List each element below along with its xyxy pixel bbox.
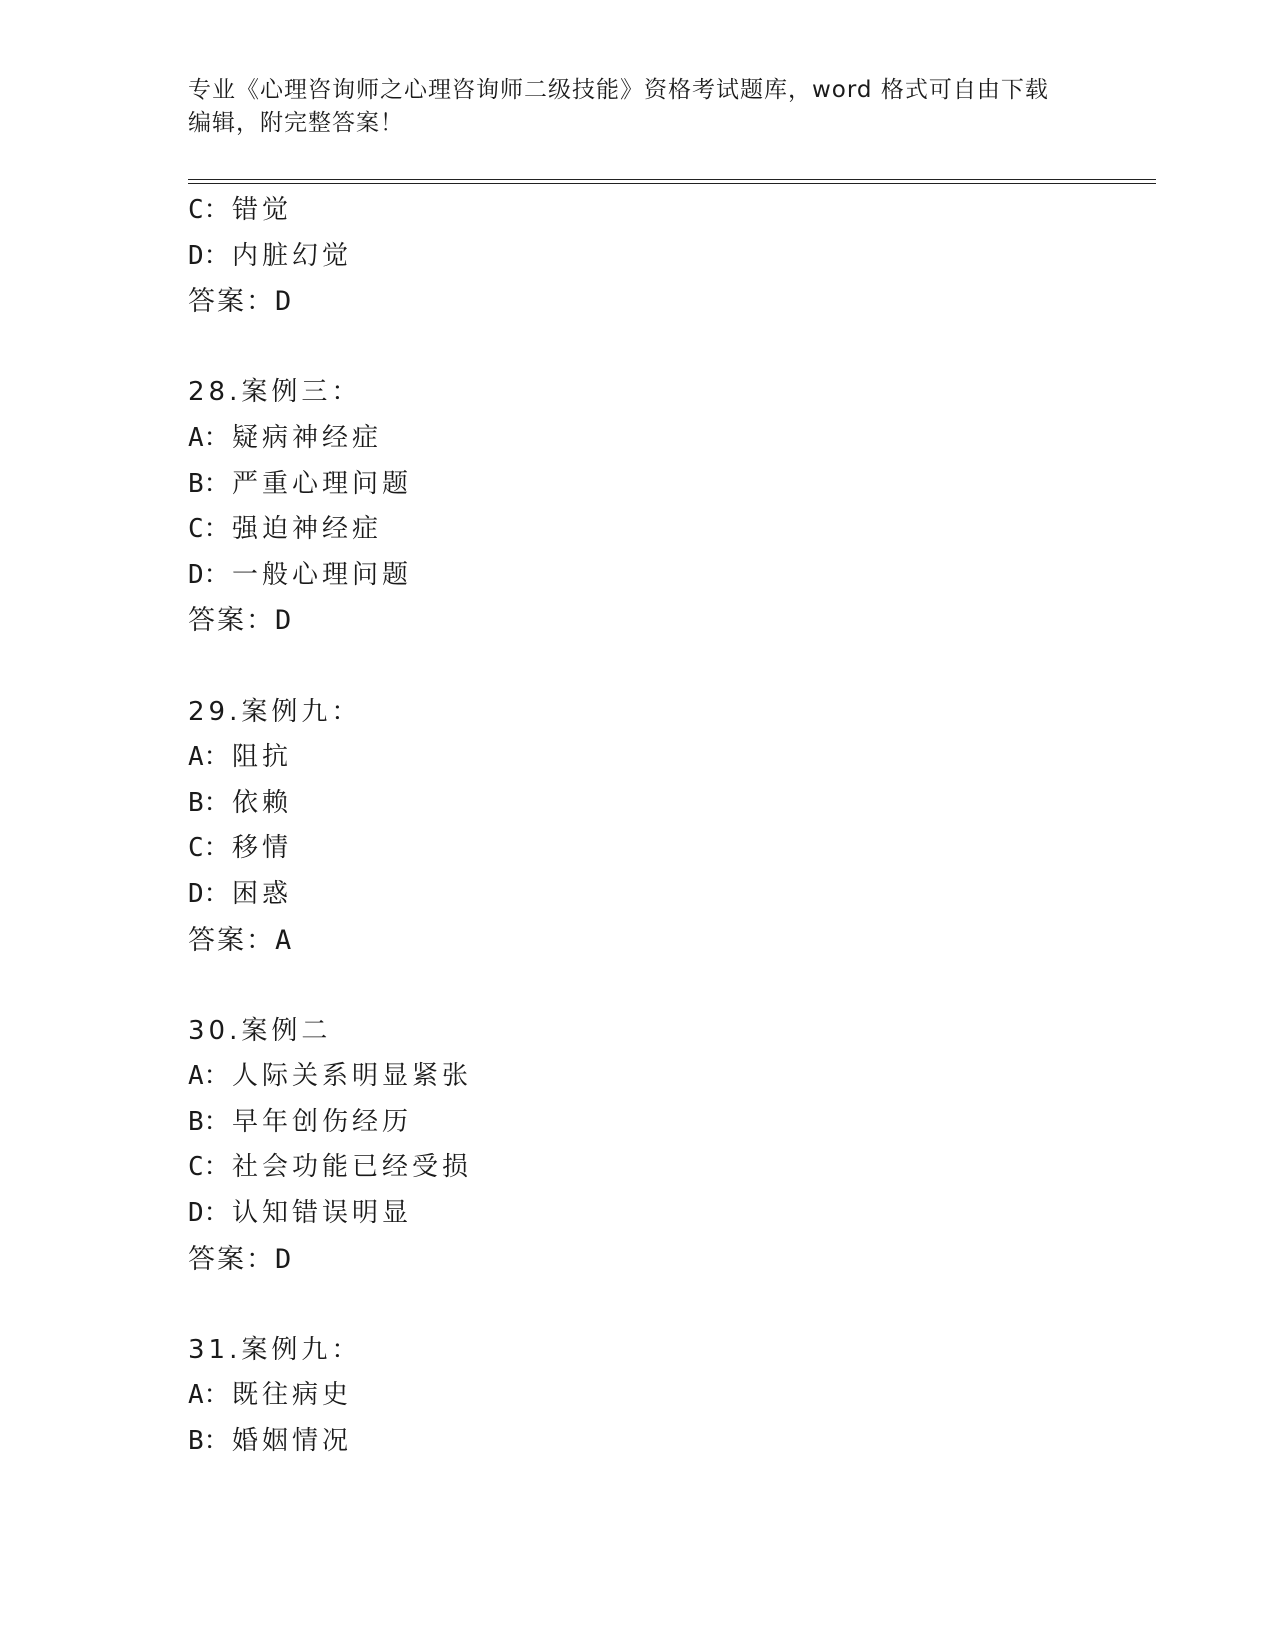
option-text: 依赖 bbox=[232, 787, 293, 818]
option-a bbox=[188, 1373, 1148, 1419]
spacer bbox=[188, 325, 1148, 371]
answer-value: A bbox=[275, 924, 292, 956]
answer-line bbox=[188, 598, 1148, 644]
option-c bbox=[188, 188, 1148, 234]
option-b bbox=[188, 462, 1148, 508]
answer-line bbox=[188, 1237, 1148, 1283]
spacer bbox=[188, 644, 1148, 690]
spacer bbox=[188, 1282, 1148, 1328]
option-key: D： bbox=[188, 1198, 230, 1229]
option-key: D： bbox=[188, 878, 230, 909]
option-key: A： bbox=[188, 742, 230, 773]
option-d bbox=[188, 1191, 1148, 1237]
option-a bbox=[188, 1054, 1148, 1100]
option-key: B： bbox=[188, 787, 230, 818]
option-key: A： bbox=[188, 422, 230, 453]
header-line-1: 专业《心理咨询师之心理咨询师二级技能》资格考试题库，word 格式可自由下载 bbox=[188, 77, 1049, 103]
option-text: 移情 bbox=[232, 833, 293, 864]
option-d bbox=[188, 553, 1148, 599]
option-text: 严重心理问题 bbox=[232, 468, 413, 499]
option-b bbox=[188, 1100, 1148, 1146]
option-b bbox=[188, 781, 1148, 827]
option-key: B： bbox=[188, 1106, 230, 1137]
option-key: B： bbox=[188, 468, 230, 499]
option-text: 阻抗 bbox=[232, 742, 293, 773]
option-c bbox=[188, 1145, 1148, 1191]
document-header bbox=[188, 74, 1088, 140]
option-b bbox=[188, 1419, 1148, 1465]
option-c bbox=[188, 826, 1148, 872]
header-divider-bottom bbox=[188, 183, 1156, 184]
answer-label: 答案： bbox=[188, 924, 275, 956]
option-c bbox=[188, 507, 1148, 553]
option-d bbox=[188, 234, 1148, 280]
answer-line bbox=[188, 279, 1148, 325]
option-key: D： bbox=[188, 240, 230, 271]
answer-label: 答案： bbox=[188, 605, 275, 637]
option-text: 婚姻情况 bbox=[232, 1426, 353, 1457]
spacer bbox=[188, 963, 1148, 1009]
answer-label: 答案： bbox=[188, 286, 275, 318]
option-key: C： bbox=[188, 195, 230, 225]
option-text: 内脏幻觉 bbox=[232, 240, 353, 271]
answer-line bbox=[188, 918, 1148, 964]
option-d bbox=[188, 872, 1148, 918]
option-key: A： bbox=[188, 1061, 230, 1092]
option-text: 强迫神经症 bbox=[232, 514, 383, 545]
question-title: 30.案例二 bbox=[188, 1015, 332, 1046]
answer-label: 答案： bbox=[188, 1243, 275, 1275]
question-title: 28.案例三： bbox=[188, 377, 362, 408]
option-text: 既往病史 bbox=[232, 1380, 353, 1411]
question-title: 31.案例九： bbox=[188, 1334, 362, 1365]
option-key: D： bbox=[188, 559, 230, 590]
option-text: 一般心理问题 bbox=[232, 559, 413, 590]
answer-value: D bbox=[275, 605, 292, 637]
option-text: 认知错误明显 bbox=[232, 1198, 413, 1229]
option-text: 社会功能已经受损 bbox=[232, 1152, 473, 1183]
header-divider-top bbox=[188, 179, 1156, 180]
option-a bbox=[188, 416, 1148, 462]
question-list bbox=[188, 188, 1148, 1465]
option-text: 早年创伤经历 bbox=[232, 1106, 413, 1137]
answer-value: D bbox=[275, 1243, 292, 1275]
option-key: A： bbox=[188, 1380, 230, 1411]
option-key: C： bbox=[188, 833, 230, 864]
option-key: C： bbox=[188, 514, 230, 545]
option-key: B： bbox=[188, 1426, 230, 1457]
answer-value: D bbox=[275, 286, 292, 318]
option-a bbox=[188, 735, 1148, 781]
option-text: 疑病神经症 bbox=[232, 422, 383, 453]
option-key: C： bbox=[188, 1152, 230, 1183]
option-text: 人际关系明显紧张 bbox=[232, 1061, 473, 1092]
header-line-2: 编辑，附完整答案！ bbox=[188, 110, 404, 136]
question-title: 29.案例九： bbox=[188, 696, 362, 727]
option-text: 困惑 bbox=[232, 878, 293, 909]
option-text: 错觉 bbox=[232, 195, 293, 225]
